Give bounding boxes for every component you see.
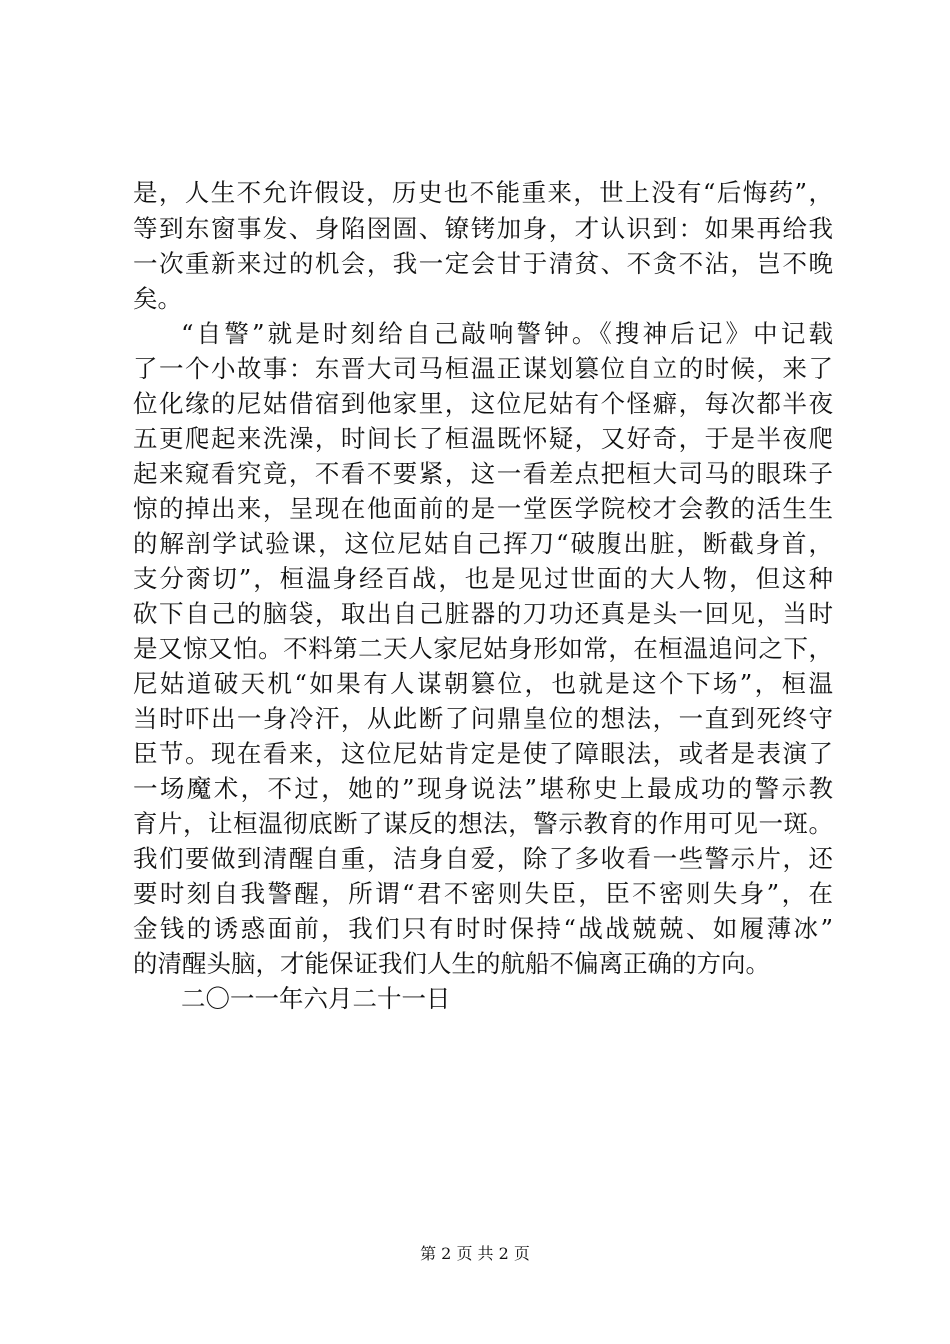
body-text-line: 我们要做到清醒自重，洁身自爱，除了多收看一些警示片，还	[133, 844, 833, 873]
body-text-line: 一次重新来过的机会，我一定会甘于清贫、不贪不沾，岂不晚	[133, 249, 833, 278]
body-text-line: 是又惊又怕。不料第二天人家尼姑身形如常，在桓温追问之下，	[133, 634, 833, 663]
body-text-line: 起来窥看究竟，不看不要紧，这一看差点把桓大司马的眼珠子	[133, 459, 833, 488]
body-text-line: 支分脔切”，桓温身经百战，也是见过世面的大人物，但这种	[133, 564, 833, 593]
body-text-line: 的清醒头脑，才能保证我们人生的航船不偏离正确的方向。	[133, 949, 770, 978]
body-text-line: 金钱的诱惑面前，我们只有时时保持“战战兢兢、如履薄冰”	[133, 914, 833, 943]
body-text-line: 当时吓出一身冷汗，从此断了问鼎皇位的想法，一直到死终守	[133, 704, 833, 733]
body-text-line: 位化缘的尼姑借宿到他家里，这位尼姑有个怪癖，每次都半夜	[133, 389, 833, 418]
body-text-line: 五更爬起来洗澡，时间长了桓温既怀疑，又好奇，于是半夜爬	[133, 424, 833, 453]
body-text-line: 了一个小故事：东晋大司马桓温正谋划篡位自立的时候，来了	[133, 354, 833, 383]
body-text-line: 一场魔术，不过，她的”现身说法”堪称史上最成功的警示教	[133, 774, 833, 803]
page-number-footer: 第 2 页 共 2 页	[420, 1244, 530, 1263]
body-text-line: 臣节。现在看来，这位尼姑肯定是使了障眼法，或者是表演了	[133, 739, 833, 768]
body-text-line: 砍下自己的脑袋，取出自己脏器的刀功还真是头一回见，当时	[133, 599, 833, 628]
body-text-line: 育片，让桓温彻底断了谋反的想法，警示教育的作用可见一斑。	[133, 809, 833, 838]
body-text-line: 要时刻自我警醒，所谓“君不密则失臣，臣不密则失身”，在	[133, 879, 833, 908]
paragraph-first-line: “自警”就是时刻给自己敲响警钟。《搜神后记》中记载	[181, 319, 833, 348]
body-text-line: 尼姑道破天机“如果有人谋朝篡位，也就是这个下场”，桓温	[133, 669, 833, 698]
body-text-line: 等到东窗事发、身陷囹圄、镣铐加身，才认识到：如果再给我	[133, 214, 833, 243]
body-text-line: 惊的掉出来，呈现在他面前的是一堂医学院校才会教的活生生	[133, 494, 833, 523]
body-text-line: 是，人生不允许假设，历史也不能重来，世上没有“后悔药”，	[133, 178, 833, 207]
body-text-line: 的解剖学试验课，这位尼姑自己挥刀“破腹出脏，断截身首，	[133, 529, 833, 558]
body-text-line: 矣。	[133, 284, 182, 313]
document-date: 二〇一一年六月二十一日	[181, 984, 451, 1013]
